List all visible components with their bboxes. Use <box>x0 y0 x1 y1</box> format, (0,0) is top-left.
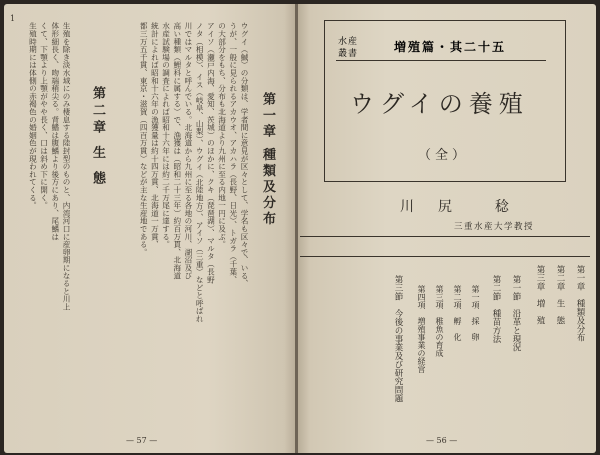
author-affiliation: 三重水産大学教授 <box>454 222 535 232</box>
title-subtitle: （全） <box>418 148 470 163</box>
divider-top <box>300 236 590 237</box>
series-upper: 水産 <box>338 37 359 47</box>
series-header <box>336 34 546 61</box>
body-line: の大部分をもち、分布も北海道より九州に至る内地一円に及ぶ。 <box>217 22 227 249</box>
toc-item: 第一章 種類及分布 <box>575 265 585 342</box>
main-title: ウグイの養殖 <box>350 90 529 118</box>
chapter1-body <box>130 22 250 418</box>
toc-item: 第二項 孵 化 <box>453 285 462 341</box>
chapter1-heading: 第一章 種類及分布 <box>260 92 275 228</box>
toc-item: 第二章 生 態 <box>555 265 565 325</box>
toc-item: 第三節 今後の事業及び研究問題 <box>393 275 403 403</box>
left-page-number: — 57 — <box>126 436 158 445</box>
toc-item: 第二節 種苗方法 <box>491 275 501 343</box>
toc-item: 第一節 沿革と現況 <box>511 275 521 352</box>
body-line: ノタ（相模）、イス（岐阜、山梨）、ウグイ（北陸地方）、アイソ（三重）などと呼ばれ <box>195 22 205 323</box>
body-line: 生殖時期には体側の赤褐色の婚姻色が現われてくる。 <box>28 22 38 210</box>
left-corner-number: 1 <box>10 14 16 23</box>
toc-item: 第三項 稚魚の育成 <box>435 285 444 357</box>
body-line: 生殖を除き淡水域にのみ棲息する陸封型のものと、内湾河口に産卵期になると川上 <box>62 22 71 311</box>
toc-item: 第一項 採 卵 <box>471 285 480 341</box>
body-line: うが、一般に見られるアカウオ、アカハラ（長野、日光）、トガラ（千葉、 <box>228 22 238 284</box>
toc-item: 第四項 増殖事業の経営 <box>417 285 426 373</box>
series-lower: 叢書 <box>338 49 359 59</box>
body-line: 川ではマルタと呼んでいる。北海道から九州に至る各地の河川、湖沼及び <box>183 22 193 280</box>
series-title: 増殖篇・其二十五 <box>394 40 507 54</box>
body-line: 統計によれば昭和十六年の漁獲量は約十四万貫、北海道一万貫、 <box>150 22 160 249</box>
body-line: 水産試験場の調査によれば昭和十六年には約二千万尾に達する。 <box>161 22 171 249</box>
body-line: 都三万五千貫、東京・滋賀（四百万貫）などが主な生産地である。 <box>139 22 149 256</box>
chapter2-body <box>22 22 72 418</box>
body-line: ウグイ（鯎）の分類は、学者間に意見が区々として、学名も区々で、いる、 <box>240 22 249 288</box>
right-page-number: — 56 — <box>426 436 458 445</box>
author-name: 川 尻 稔 <box>400 199 514 215</box>
body-line: 高い種類（鯉科に属する）で、漁獲は（昭和二十三年）約百万貫、北海道 <box>172 22 182 280</box>
toc-item: 第三章 増 殖 <box>535 265 545 325</box>
chapter2-heading: 第二章 生 態 <box>90 86 105 189</box>
body-line: 体形細長く、吻端稍尖る。背鰭は腹鰭より後方にあり、尾鰭は <box>50 22 60 241</box>
body-line: アイソ（瀬戸内海、愛知、茨城）のほかに、クキ（琵琶湖）、マルタ（長野 <box>206 22 216 284</box>
divider-bottom <box>300 256 590 257</box>
body-line: くて、下顎より上顎がやや長く、口は斜め下に開く。 <box>39 22 49 210</box>
